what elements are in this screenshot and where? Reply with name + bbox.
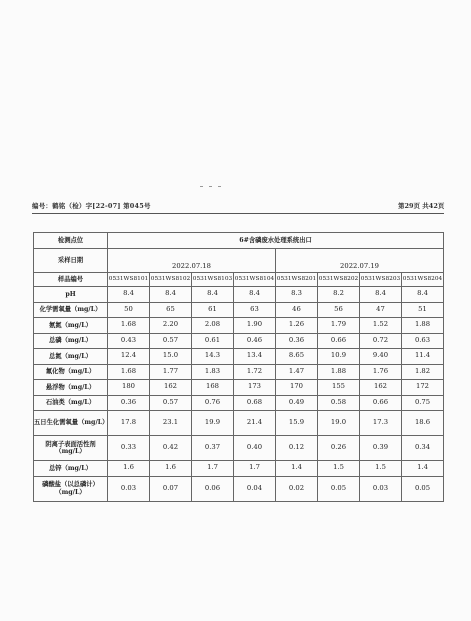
value-cell: 0.06 xyxy=(192,476,234,501)
sample-label: 样品编号 xyxy=(34,273,108,287)
value-cell: 8.4 xyxy=(234,287,276,303)
value-cell: 0.07 xyxy=(150,476,192,501)
value-cell: 0.40 xyxy=(234,436,276,461)
value-cell: 19.0 xyxy=(318,411,360,436)
date-2: 2022.07.19 xyxy=(276,263,444,273)
value-cell: 0.75 xyxy=(402,395,444,411)
parameter-label: 磷酸盐（以总磷计）（mg/L） xyxy=(34,476,108,501)
document-number: 编号：鹤铭（检）字[22-07] 第045号 xyxy=(32,202,151,210)
value-cell: 65 xyxy=(150,302,192,318)
value-cell: 11.4 xyxy=(402,349,444,365)
date-spacer-2 xyxy=(276,249,444,263)
page-info: 第29页 共42页 xyxy=(398,202,445,210)
value-cell: 0.66 xyxy=(360,395,402,411)
sample-row xyxy=(34,273,444,287)
value-cell: 10.9 xyxy=(318,349,360,365)
point-label: 检测点位 xyxy=(34,233,108,249)
value-cell: 0.04 xyxy=(234,476,276,501)
value-cell: 63 xyxy=(234,302,276,318)
parameter-label: 氟化物（mg/L） xyxy=(34,364,108,380)
parameter-label: 阴离子表面活性剂（mg/L） xyxy=(34,436,108,461)
value-cell: 1.68 xyxy=(108,318,150,334)
value-cell: 172 xyxy=(402,380,444,396)
value-cell: 15.9 xyxy=(276,411,318,436)
value-cell: 173 xyxy=(234,380,276,396)
value-cell: 61 xyxy=(192,302,234,318)
value-cell: 19.9 xyxy=(192,411,234,436)
value-cell: 1.5 xyxy=(360,461,402,477)
value-cell: 1.83 xyxy=(192,364,234,380)
value-cell: 0.36 xyxy=(108,395,150,411)
sample-id: 0531WS8101 xyxy=(108,273,150,287)
value-cell: 0.05 xyxy=(402,476,444,501)
value-cell: 0.43 xyxy=(108,333,150,349)
value-cell: 51 xyxy=(402,302,444,318)
value-cell: 8.4 xyxy=(108,287,150,303)
value-cell: 1.68 xyxy=(108,364,150,380)
table-row xyxy=(34,476,444,501)
value-cell: 23.1 xyxy=(150,411,192,436)
parameter-label: pH xyxy=(34,287,108,303)
value-cell: 1.26 xyxy=(276,318,318,334)
table-row xyxy=(34,395,444,411)
parameter-label: 总锌（mg/L） xyxy=(34,461,108,477)
value-cell: 0.63 xyxy=(402,333,444,349)
value-cell: 1.88 xyxy=(402,318,444,334)
value-cell: 9.40 xyxy=(360,349,402,365)
sample-id: 0531WS8201 xyxy=(276,273,318,287)
table-row xyxy=(34,411,444,436)
value-cell: 1.76 xyxy=(360,364,402,380)
scan-marks xyxy=(200,172,230,174)
value-cell: 1.77 xyxy=(150,364,192,380)
date-spacer-1 xyxy=(108,249,276,263)
value-cell: 50 xyxy=(108,302,150,318)
value-cell: 47 xyxy=(360,302,402,318)
value-cell: 170 xyxy=(276,380,318,396)
date-label: 采样日期 xyxy=(34,249,108,273)
value-cell: 0.57 xyxy=(150,395,192,411)
value-cell: 17.8 xyxy=(108,411,150,436)
value-cell: 0.03 xyxy=(360,476,402,501)
value-cell: 0.42 xyxy=(150,436,192,461)
value-cell: 8.65 xyxy=(276,349,318,365)
table-row xyxy=(34,287,444,303)
value-cell: 0.34 xyxy=(402,436,444,461)
value-cell: 2.20 xyxy=(150,318,192,334)
value-cell: 0.33 xyxy=(108,436,150,461)
value-cell: 162 xyxy=(360,380,402,396)
value-cell: 18.6 xyxy=(402,411,444,436)
value-cell: 1.6 xyxy=(150,461,192,477)
value-cell: 1.6 xyxy=(108,461,150,477)
parameter-label: 化学需氧量（mg/L） xyxy=(34,302,108,318)
value-cell: 0.37 xyxy=(192,436,234,461)
value-cell: 2.08 xyxy=(192,318,234,334)
value-cell: 155 xyxy=(318,380,360,396)
value-cell: 0.57 xyxy=(150,333,192,349)
value-cell: 0.05 xyxy=(318,476,360,501)
sample-id: 0531WS8204 xyxy=(402,273,444,287)
parameter-label: 总磷（mg/L） xyxy=(34,333,108,349)
value-cell: 12.4 xyxy=(108,349,150,365)
value-cell: 1.7 xyxy=(234,461,276,477)
value-cell: 180 xyxy=(108,380,150,396)
value-cell: 0.66 xyxy=(318,333,360,349)
value-cell: 0.12 xyxy=(276,436,318,461)
parameter-label: 石油类（mg/L） xyxy=(34,395,108,411)
table-row xyxy=(34,364,444,380)
point-row xyxy=(34,233,444,249)
value-cell: 1.5 xyxy=(318,461,360,477)
value-cell: 0.39 xyxy=(360,436,402,461)
value-cell: 0.61 xyxy=(192,333,234,349)
table-row xyxy=(34,302,444,318)
parameter-label: 总氮（mg/L） xyxy=(34,349,108,365)
value-cell: 13.4 xyxy=(234,349,276,365)
point-value: 6#含磷废水处理系统出口 xyxy=(108,233,444,249)
value-cell: 168 xyxy=(192,380,234,396)
value-cell: 1.52 xyxy=(360,318,402,334)
value-cell: 1.7 xyxy=(192,461,234,477)
sample-id: 0531WS8103 xyxy=(192,273,234,287)
results-table xyxy=(33,232,444,502)
value-cell: 0.72 xyxy=(360,333,402,349)
value-cell: 8.4 xyxy=(192,287,234,303)
table-row xyxy=(34,461,444,477)
value-cell: 0.76 xyxy=(192,395,234,411)
date-row xyxy=(34,249,444,263)
value-cell: 0.49 xyxy=(276,395,318,411)
value-cell: 8.4 xyxy=(150,287,192,303)
value-cell: 1.79 xyxy=(318,318,360,334)
value-cell: 1.47 xyxy=(276,364,318,380)
value-cell: 1.4 xyxy=(276,461,318,477)
table-row xyxy=(34,333,444,349)
value-cell: 1.82 xyxy=(402,364,444,380)
parameter-label: 悬浮物（mg/L） xyxy=(34,380,108,396)
value-cell: 8.4 xyxy=(402,287,444,303)
value-cell: 46 xyxy=(276,302,318,318)
value-cell: 14.3 xyxy=(192,349,234,365)
table-row xyxy=(34,436,444,461)
table-row xyxy=(34,349,444,365)
value-cell: 1.90 xyxy=(234,318,276,334)
sample-id: 0531WS8203 xyxy=(360,273,402,287)
value-cell: 15.0 xyxy=(150,349,192,365)
sample-id: 0531WS8104 xyxy=(234,273,276,287)
value-cell: 17.3 xyxy=(360,411,402,436)
value-cell: 8.2 xyxy=(318,287,360,303)
sample-id: 0531WS8202 xyxy=(318,273,360,287)
value-cell: 8.4 xyxy=(360,287,402,303)
sample-id: 0531WS8102 xyxy=(150,273,192,287)
value-cell: 162 xyxy=(150,380,192,396)
value-cell: 0.46 xyxy=(234,333,276,349)
date-1: 2022.07.18 xyxy=(108,263,276,273)
value-cell: 1.72 xyxy=(234,364,276,380)
table-row xyxy=(34,318,444,334)
table-row xyxy=(34,380,444,396)
value-cell: 0.36 xyxy=(276,333,318,349)
value-cell: 21.4 xyxy=(234,411,276,436)
parameter-label: 五日生化需氧量（mg/L） xyxy=(34,411,108,436)
value-cell: 8.3 xyxy=(276,287,318,303)
parameter-label: 氨氮（mg/L） xyxy=(34,318,108,334)
value-cell: 56 xyxy=(318,302,360,318)
value-cell: 1.4 xyxy=(402,461,444,477)
value-cell: 1.88 xyxy=(318,364,360,380)
value-cell: 0.58 xyxy=(318,395,360,411)
value-cell: 0.68 xyxy=(234,395,276,411)
value-cell: 0.26 xyxy=(318,436,360,461)
value-cell: 0.02 xyxy=(276,476,318,501)
header-divider xyxy=(32,213,444,214)
value-cell: 0.03 xyxy=(108,476,150,501)
